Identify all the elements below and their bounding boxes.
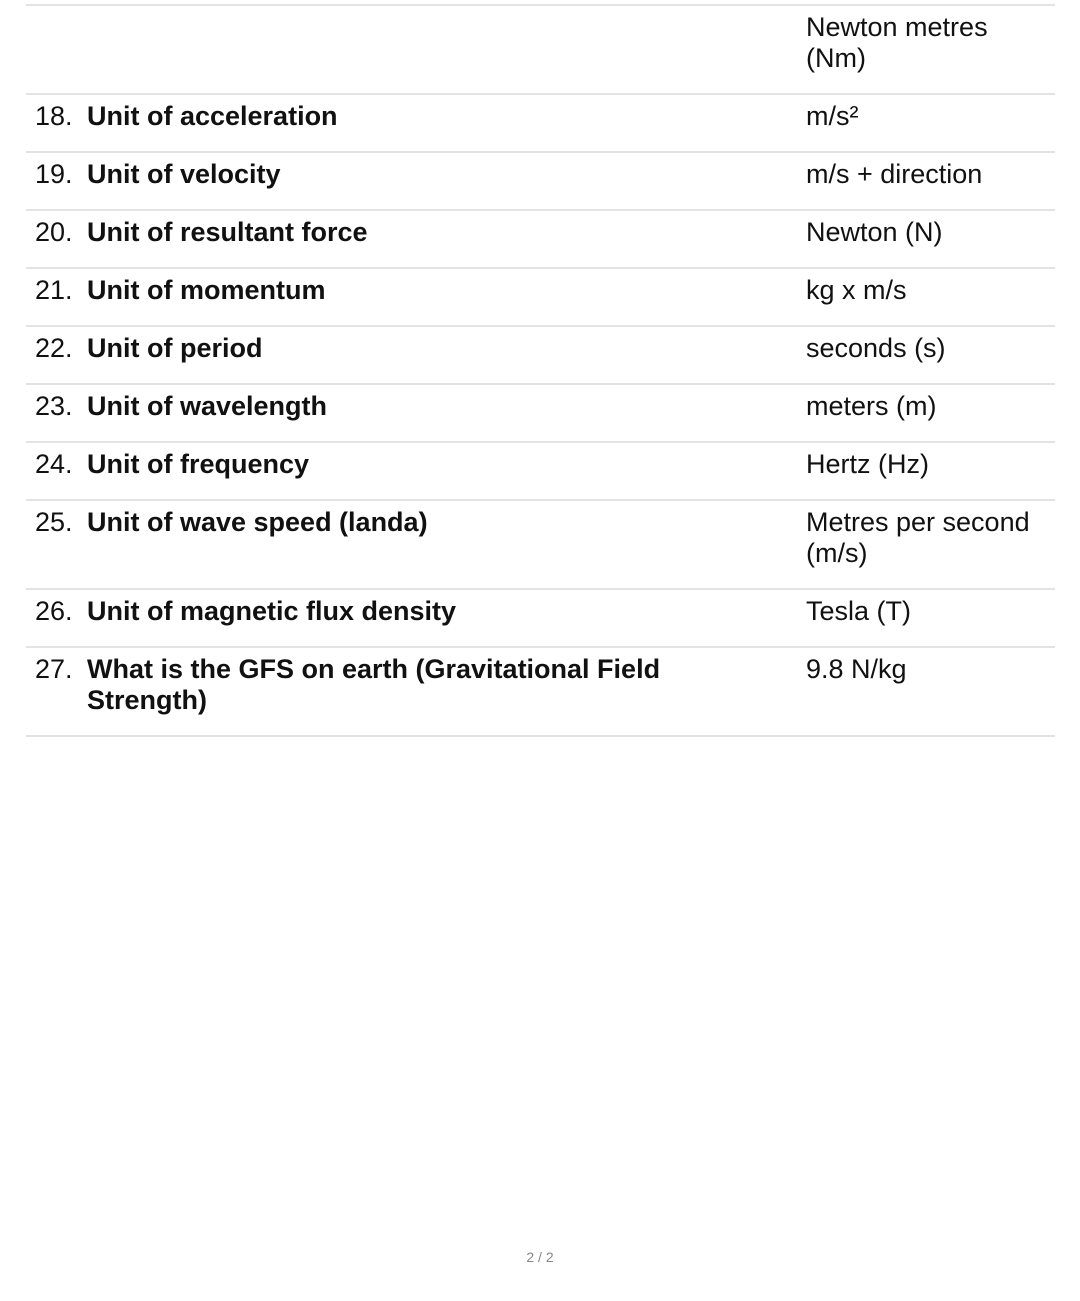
- question-number: 22.: [35, 333, 73, 363]
- answer-text: 9.8 N/kg: [806, 654, 907, 684]
- question-text: [87, 12, 806, 74]
- question-text: Unit of resultant force: [87, 217, 368, 247]
- question-text: Unit of period: [87, 333, 263, 363]
- answer-text: kg x m/s: [806, 275, 907, 305]
- question-text: Unit of wave speed (landa): [87, 507, 428, 537]
- question-text: Unit of momentum: [87, 275, 326, 305]
- answer-text: m/s²: [806, 101, 859, 131]
- question-text: What is the GFS on earth (Gravitational Field Strength): [87, 654, 661, 715]
- question-number: 25.: [35, 507, 73, 537]
- table-row: [26, 211, 1055, 269]
- table-row: [26, 501, 1055, 590]
- table-row: [26, 6, 1055, 95]
- answer-text: m/s + direction: [806, 159, 983, 189]
- answer-text: seconds (s): [806, 333, 946, 363]
- table-row: [26, 269, 1055, 327]
- flashcard-table: [26, 4, 1055, 737]
- question-number: 18.: [35, 101, 73, 131]
- page-indicator: 2 / 2: [526, 1249, 554, 1265]
- answer-text: Newton metres (Nm): [806, 12, 988, 73]
- question-text: Unit of frequency: [87, 449, 310, 479]
- question-number: 20.: [35, 217, 73, 247]
- table-row: [26, 95, 1055, 153]
- question-number: 24.: [35, 449, 73, 479]
- answer-text: Hertz (Hz): [806, 449, 929, 479]
- question-number: [26, 12, 87, 74]
- answer-text: meters (m): [806, 391, 937, 421]
- question-number: 23.: [35, 391, 73, 421]
- answer-text: Newton (N): [806, 217, 943, 247]
- question-number: 19.: [35, 159, 73, 189]
- question-text: Unit of velocity: [87, 159, 281, 189]
- table-row: [26, 153, 1055, 211]
- question-text: Unit of magnetic flux density: [87, 596, 457, 626]
- question-text: Unit of acceleration: [87, 101, 338, 131]
- question-text: Unit of wavelength: [87, 391, 328, 421]
- table-row: [26, 443, 1055, 501]
- answer-text: Tesla (T): [806, 596, 912, 626]
- question-number: 21.: [35, 275, 73, 305]
- table-row: [26, 327, 1055, 385]
- table-row: [26, 385, 1055, 443]
- table-row: [26, 648, 1055, 737]
- answer-text: Metres per second (m/s): [806, 507, 1030, 568]
- question-number: 26.: [35, 596, 73, 626]
- table-row: [26, 590, 1055, 648]
- question-number: 27.: [35, 654, 73, 684]
